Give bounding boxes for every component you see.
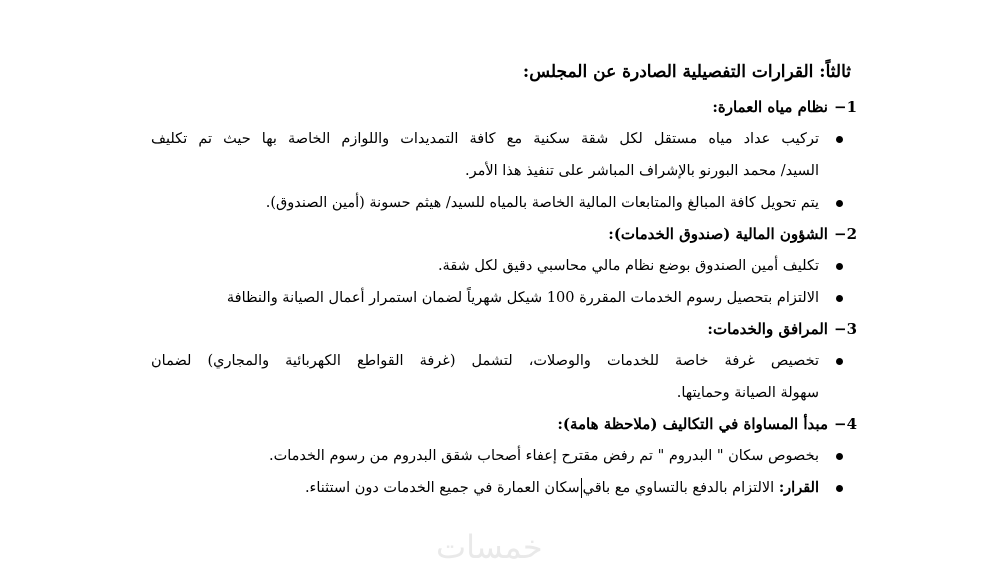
watermark-logo: خمسات [436,528,543,566]
list-item-text: تركيب عداد مياه مستقل لكل شقة سكنية مع كافة التمديدات واللوازم الخاصة بها حيث تم تكليف [151,131,819,147]
bullet-icon [836,453,843,460]
section-title-text: مبدأ المساواة في التكاليف (ملاحظة هامة): [557,415,828,433]
list-item [151,123,851,187]
list-item-text: يتم تحويل كافة المبالغ والمتابعات المالية الخاصة بالمياه للسيد/ هيثم حسونة (أمين الصندوق). [265,195,819,211]
list-item [151,187,851,219]
list-item [151,345,851,409]
text-cursor [581,478,582,498]
section-number: 1− [833,98,857,116]
section-title-text: المرافق والخدمات: [707,320,828,338]
decision-text-part1: الالتزام بالدفع بالتساوي مع باقي [582,480,779,496]
section-number: 3− [833,320,857,338]
decision-label: القرار: [778,479,819,496]
list-item [151,282,851,314]
bullet-icon [836,485,843,492]
section-title [151,92,857,123]
bullet-icon [836,295,843,302]
list-item-text: بخصوص سكان " البدروم " تم رفض مقترح إعفاء أصحاب شقق البدروم من رسوم الخدمات. [268,448,819,464]
section-title [151,219,857,250]
bullet-icon [836,358,843,365]
bullet-icon [836,263,843,270]
section-title [151,314,857,345]
bullet-icon [836,136,843,143]
list-item-text [151,472,819,504]
section-title [151,409,857,440]
list-item [151,472,851,504]
list-item [151,440,851,472]
decision-text-part2: سكان العمارة في جميع الخدمات دون استثناء. [304,480,580,496]
section-title-text: الشؤون المالية (صندوق الخدمات): [608,225,828,243]
bullet-icon [836,200,843,207]
page-heading: ثالثاً: القرارات التفصيلية الصادرة عن المجلس: [522,62,851,82]
list-item-text: تكليف أمين الصندوق بوضع نظام مالي محاسبي دقيق لكل شقة. [437,258,819,274]
section-title-text: نظام مياه العمارة: [712,98,828,116]
section-number: 4− [833,415,857,433]
document-body [151,52,857,504]
list-item-text: تخصيص غرفة خاصة للخدمات والوصلات، لتشمل (غرفة القواطع الكهربائية والمجاري) لضمان [151,353,819,369]
list-item-text: الالتزام بتحصيل رسوم الخدمات المقررة 100 شيكل شهرياً لضمان استمرار أعمال الصيانة والنظافة [226,290,819,306]
section-number: 2− [833,225,857,243]
list-item-text-continued: السيد/ محمد البورنو بالإشراف المباشر على تنفيذ هذا الأمر. [464,163,819,179]
list-item [151,250,851,282]
list-item-text-continued: سهولة الصيانة وحمايتها. [676,385,819,401]
